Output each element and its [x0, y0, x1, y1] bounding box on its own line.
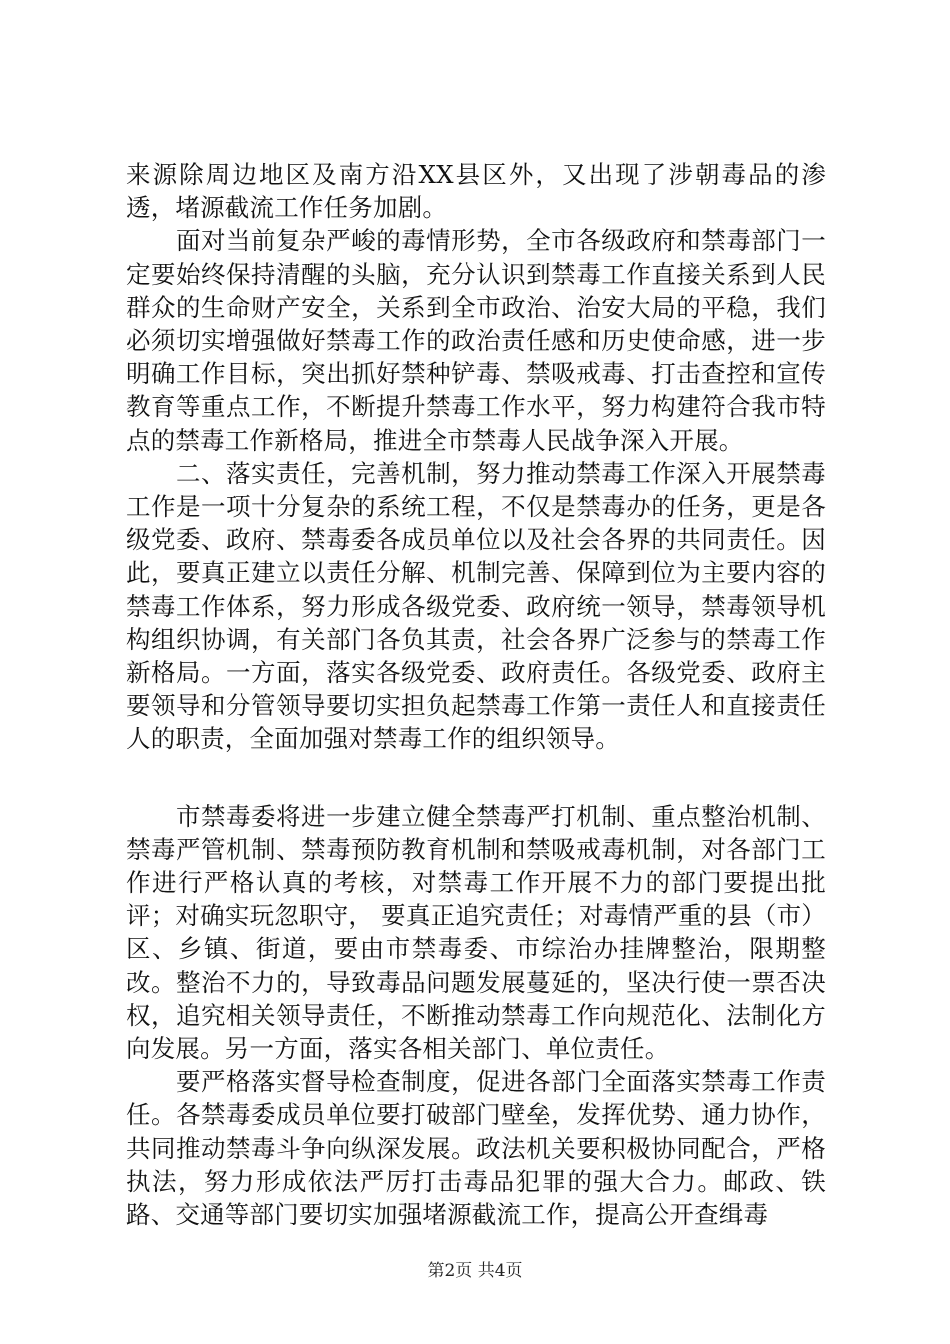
paragraph-gap — [126, 756, 826, 800]
paragraph-1: 来源除周边地区及南方沿XX县区外，又出现了涉朝毒品的渗透，堵源截流工作任务加剧。 — [126, 160, 826, 223]
paragraph-5: 要严格落实督导检查制度，促进各部门全面落实禁毒工作责任。各禁毒委成员单位要打破部门壁垒，发挥优势、通力协作，共同推动禁毒斗争向纵深发展。政法机关要积极协同配合，严格执法，努力形成依法严厉打击毒品犯罪的强大合力。邮政、铁路、交通等部门要切实加强堵源截流工作，提高公开查缉毒 — [126, 1067, 826, 1230]
paragraph-3: 二、落实责任，完善机制，努力推动禁毒工作深入开展禁毒工作是一项十分复杂的系统工程，不仅是禁毒办的任务，更是各级党委、政府、禁毒委各成员单位以及社会各界的共同责任。因此，要真正建立以责任分解、机制完善、保障到位为主要内容的禁毒工作体系，努力形成各级党委、政府统一领导，禁毒领导机构组织协调，有关部门各负其责，社会各界广泛参与的禁毒工作新格局。一方面，落实各级党委、政府责任。各级党委、政府主要领导和分管领导要切实担负起禁毒工作第一责任人和直接责任人的职责，全面加强对禁毒工作的组织领导。 — [126, 458, 826, 754]
paragraph-4: 市禁毒委将进一步建立健全禁毒严打机制、重点整治机制、禁毒严管机制、禁毒预防教育机制和禁吸戒毒机制，对各部门工作进行严格认真的考核，对禁毒工作开展不力的部门要提出批评；对确实玩忽职守， 要真正追究责任；对毒情严重的县（市）区、乡镇、街道，要由市禁毒委、市综治办挂牌整治，限期整改。整治不力的，导致毒品问题发展蔓延的，坚决行使一票否决权，追究相关领导责任，不断推动禁毒工作向规范化、法制化方向发展。另一方面，落实各相关部门、单位责任。 — [126, 801, 826, 1064]
document-body — [126, 158, 826, 1231]
paragraph-2: 面对当前复杂严峻的毒情形势，全市各级政府和禁毒部门一定要始终保持清醒的头脑，充分认识到禁毒工作直接关系到人民群众的生命财产安全，关系到全市政治、治安大局的平稳，我们必须切实增强做好禁毒工作的政治责任感和历史使命感，进一步明确工作目标，突出抓好禁种铲毒、禁吸戒毒、打击查控和宣传教育等重点工作，不断提升禁毒工作水平，努力构建符合我市特点的禁毒工作新格局，推进全市禁毒人民战争深入开展。 — [126, 226, 826, 455]
page-number-footer: 第2页 共4页 — [427, 1261, 523, 1281]
